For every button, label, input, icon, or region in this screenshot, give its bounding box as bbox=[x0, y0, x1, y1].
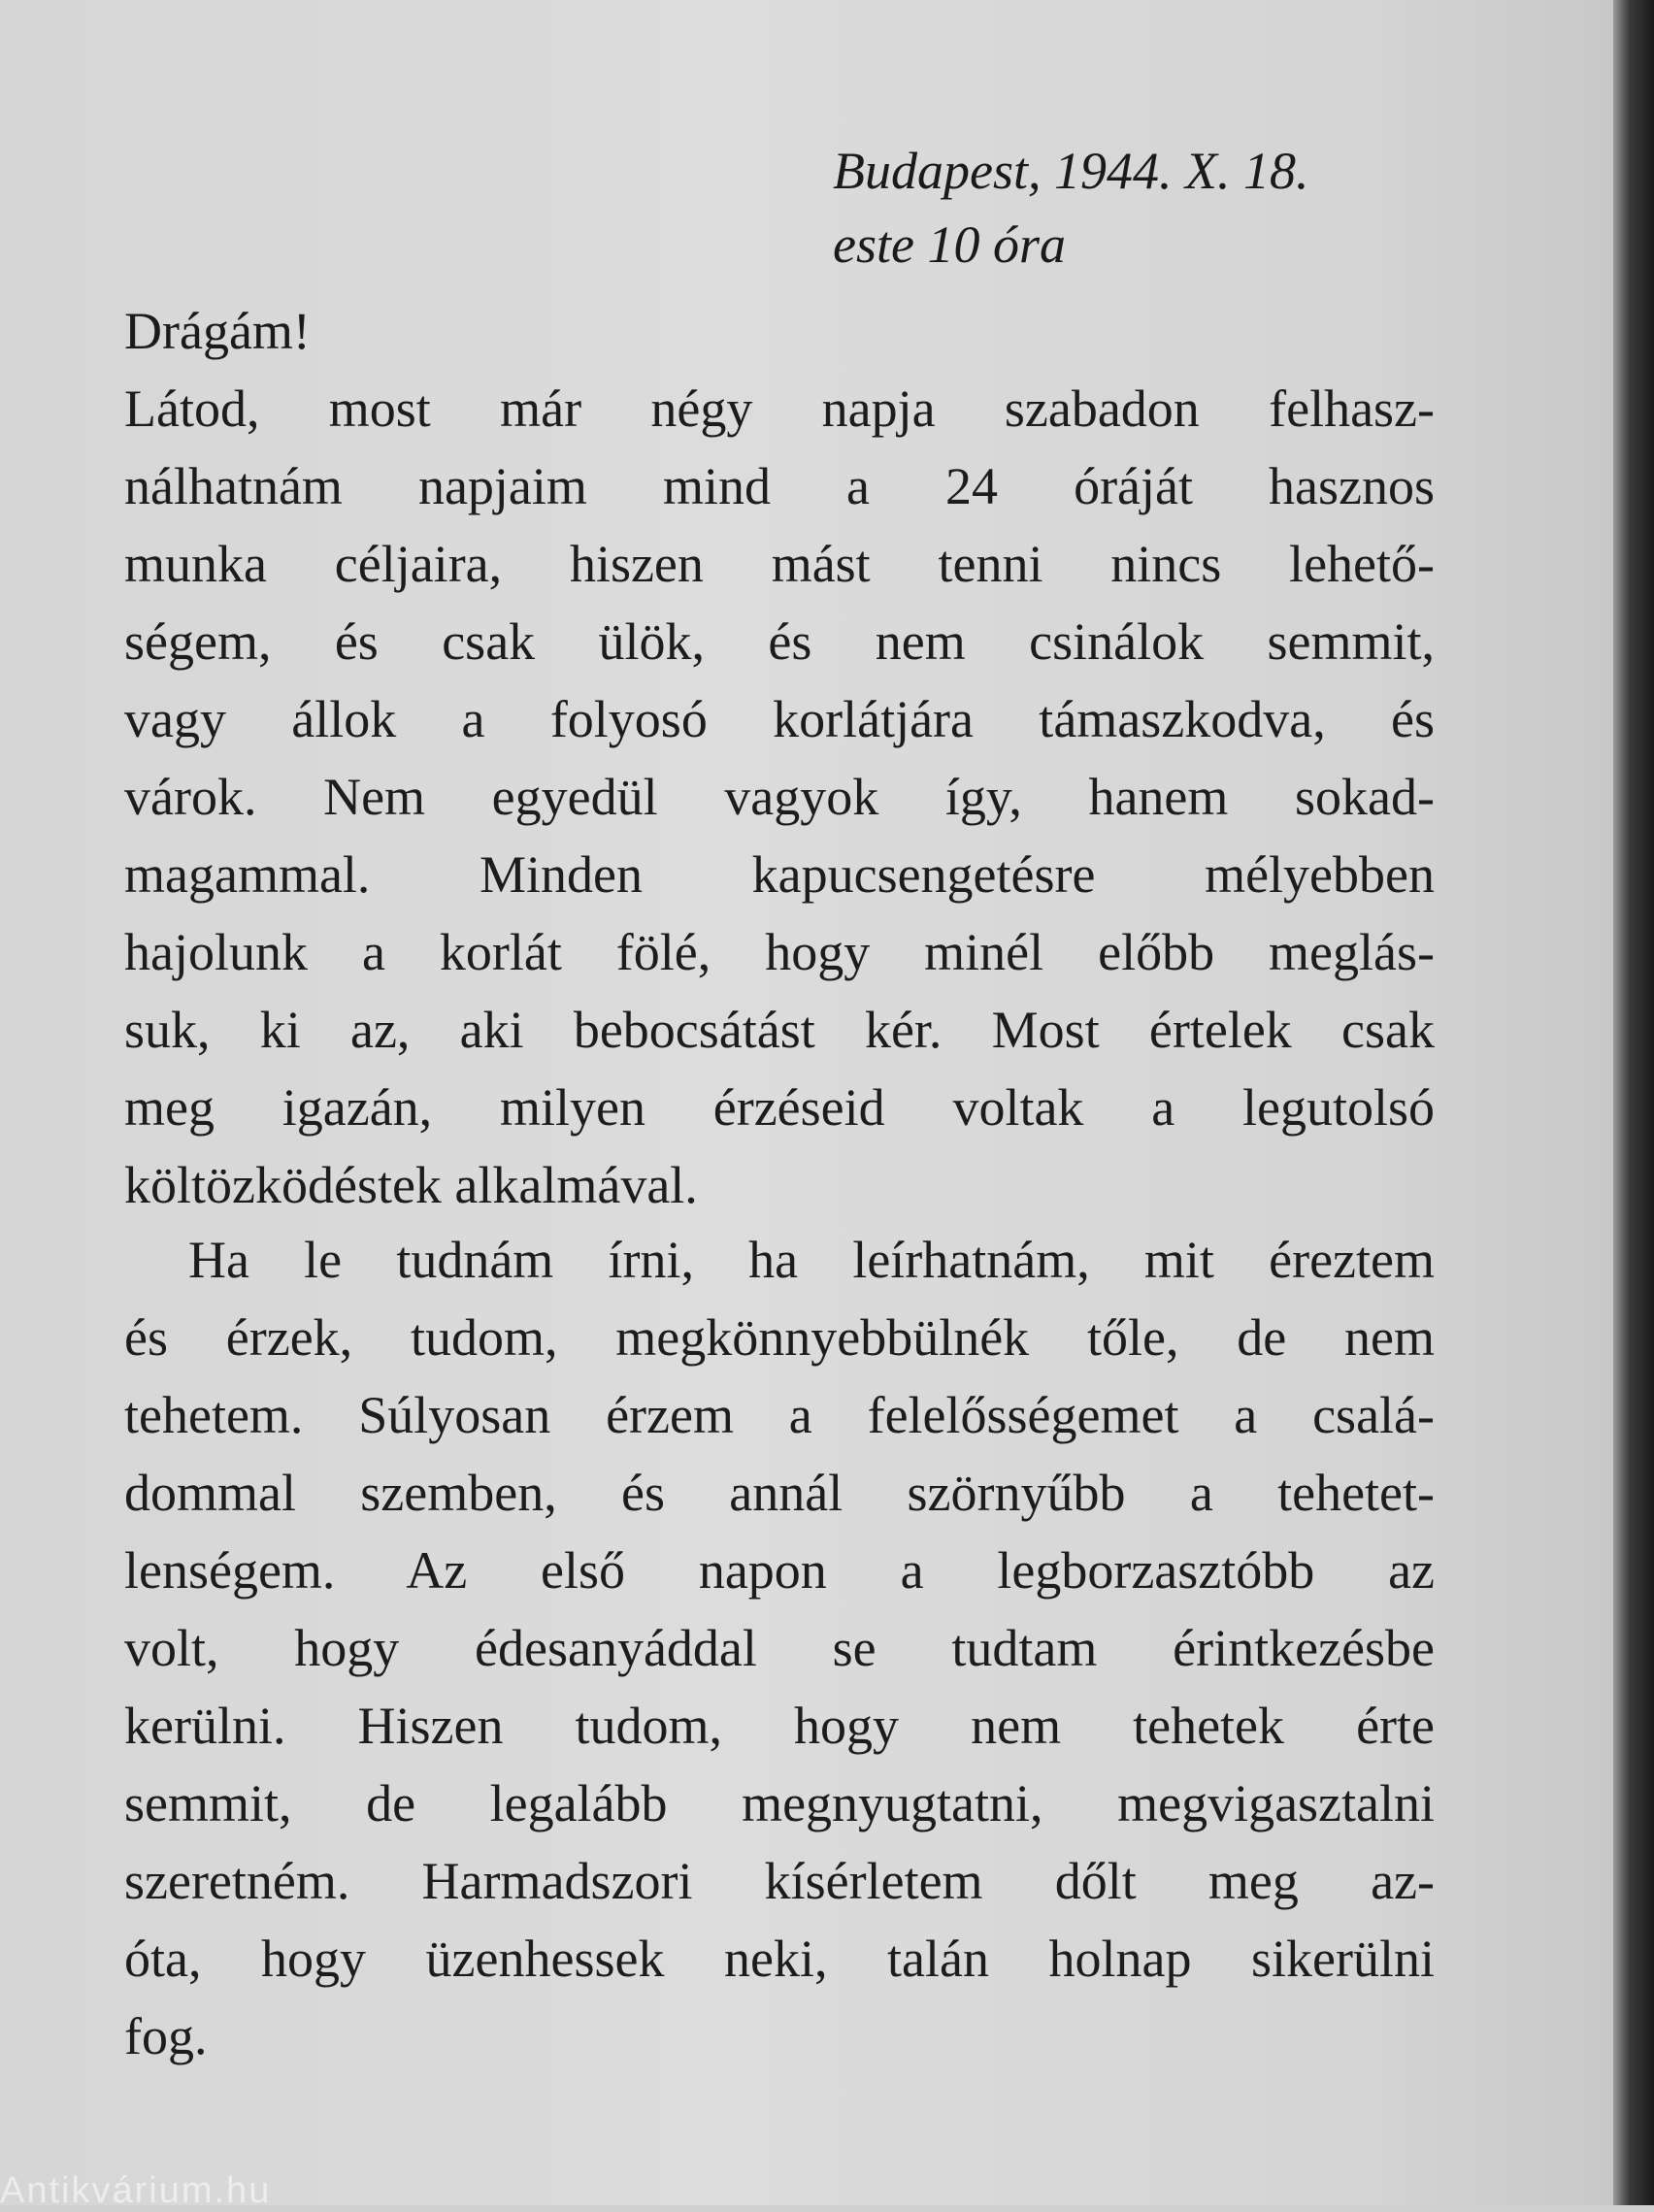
dateline-place-date: Budapest, 1944. X. 18. bbox=[833, 142, 1309, 200]
salutation: Drágám! bbox=[124, 302, 311, 360]
text-line: dommal szemben, és annál szörnyűbb a tehetet- bbox=[124, 1464, 1435, 1522]
text-line: ségem, és csak ülök, és nem csinálok semmit, bbox=[124, 612, 1435, 671]
text-line: fog. bbox=[124, 2007, 208, 2065]
text-line: munka céljaira, hiszen mást tenni nincs lehető- bbox=[124, 535, 1435, 593]
text-line: Látod, most már négy napja szabadon felhasz- bbox=[124, 380, 1435, 438]
paragraph-1 bbox=[124, 370, 1435, 1224]
text-line: nálhatnám napjaim mind a 24 óráját hasznos bbox=[124, 457, 1435, 515]
text-line: tehetem. Súlyosan érzem a felelősségemet a csalá- bbox=[124, 1386, 1435, 1444]
text-line: hajolunk a korlát fölé, hogy minél előbb meglás- bbox=[124, 923, 1435, 981]
text-line: semmit, de legalább megnyugtatni, megvigasztalni bbox=[124, 1774, 1435, 1832]
text-line: lenségem. Az első napon a legborzasztóbb az bbox=[124, 1541, 1435, 1600]
text-line: várok. Nem egyedül vagyok így, hanem sokad- bbox=[124, 768, 1435, 826]
text-line: és érzek, tudom, megkönnyebbülnék tőle, de nem bbox=[124, 1308, 1435, 1367]
text-line: suk, ki az, aki bebocsátást kér. Most értelek csak bbox=[124, 1001, 1435, 1059]
text-line: vagy állok a folyosó korlátjára támaszkodva, és bbox=[124, 690, 1435, 748]
page-edge-shadow bbox=[1613, 0, 1654, 2205]
text-line: volt, hogy édesanyáddal se tudtam érintkezésbe bbox=[124, 1619, 1435, 1677]
text-line: Ha le tudnám írni, ha leírhatnám, mit éreztem bbox=[188, 1231, 1435, 1289]
text-line: költözködéstek alkalmával. bbox=[124, 1156, 698, 1214]
text-line: meg igazán, milyen érzéseid voltak a legutolsó bbox=[124, 1078, 1435, 1137]
text-line: óta, hogy üzenhessek neki, talán holnap sikerülni bbox=[124, 1930, 1435, 1988]
text-line: magammal. Minden kapucsengetésre mélyebben bbox=[124, 845, 1435, 904]
dateline bbox=[833, 134, 1308, 281]
watermark: Antikvárium.hu bbox=[0, 2170, 272, 2211]
text-line: szeretném. Harmadszori kísérletem dőlt meg az- bbox=[124, 1852, 1435, 1910]
text-line: kerülni. Hiszen tudom, hogy nem tehetek érte bbox=[124, 1697, 1435, 1755]
dateline-time: este 10 óra bbox=[833, 215, 1066, 274]
paragraph-2 bbox=[124, 1221, 1435, 2075]
